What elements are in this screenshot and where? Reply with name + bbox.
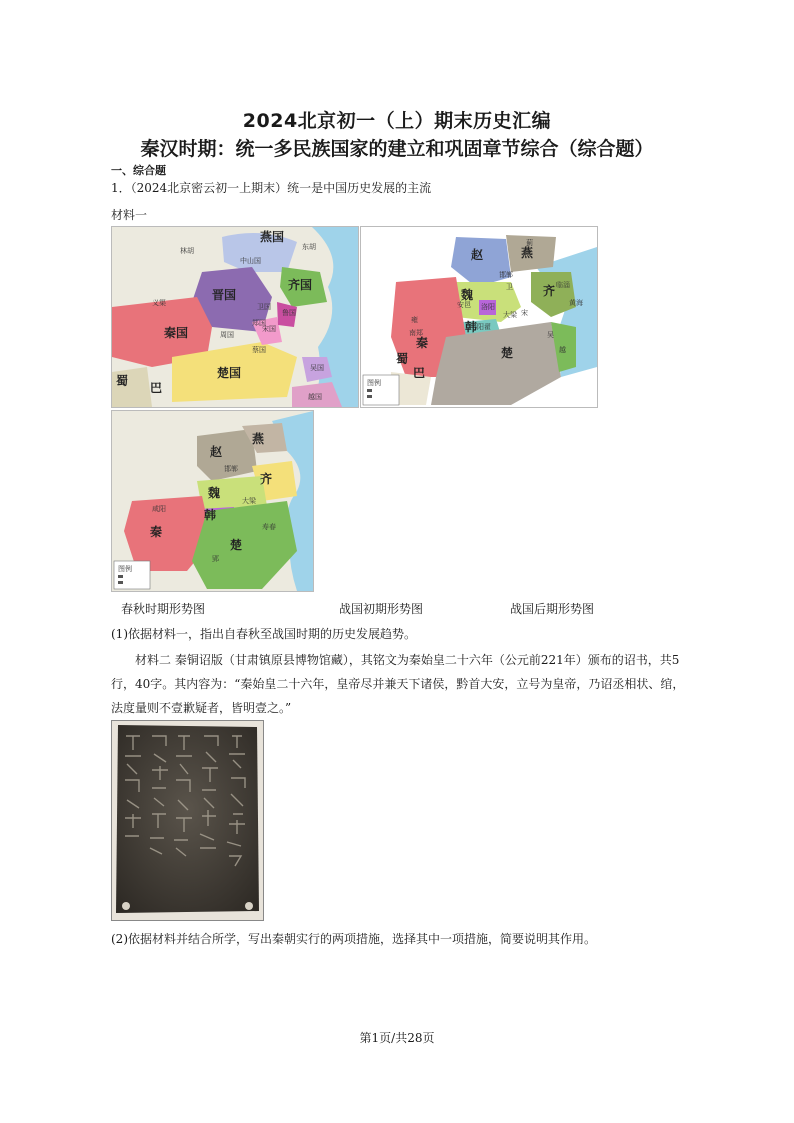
map1-label-zheng: 郑国 bbox=[252, 319, 266, 327]
map-spring-autumn bbox=[111, 226, 359, 408]
map1-label-song: 宋国 bbox=[262, 325, 276, 333]
map2-label-ba: 巴 bbox=[413, 366, 426, 380]
map2-label-qin: 秦 bbox=[416, 336, 429, 350]
section-heading: 一、综合题 bbox=[111, 164, 166, 177]
map2-label-huanghai: 黄海 bbox=[569, 299, 583, 307]
material-label: 材料一 bbox=[111, 208, 148, 222]
question-part-2: (2)依据材料并结合所学，写出秦朝实行的两项措施，选择其中一项措施，简要说明其作用。 bbox=[111, 932, 597, 946]
map1-label-yue: 越国 bbox=[308, 393, 322, 401]
map3-label-shouchun: 寿春 bbox=[262, 523, 276, 531]
map1-label-cai: 蔡国 bbox=[252, 346, 266, 354]
map2-label-han: 韩 bbox=[465, 320, 478, 334]
bronze-edict-tablet-image bbox=[111, 720, 264, 921]
map2-label-wu: 吴 bbox=[547, 331, 554, 339]
question-part-1: (1)依据材料一，指出自春秋至战国时期的历史发展趋势。 bbox=[111, 627, 417, 641]
map1-label-qin: 秦国 bbox=[164, 326, 189, 340]
map3-label-yan: 燕 bbox=[252, 432, 265, 446]
map1-label-lu: 鲁国 bbox=[282, 309, 296, 317]
map2-label-qi: 齐 bbox=[543, 284, 556, 298]
map1-label-zhongshan: 中山国 bbox=[240, 257, 261, 265]
map1-label-yan: 燕国 bbox=[260, 230, 285, 244]
map1-label-zhou: 周国 bbox=[220, 331, 234, 339]
map1-label-wei: 卫国 bbox=[257, 303, 271, 311]
map2-label-daliang: 大梁 bbox=[503, 311, 517, 319]
caption-early-warring-states: 战国初期形势图 bbox=[339, 602, 424, 616]
map3-label-qin: 秦 bbox=[150, 525, 163, 539]
map-early-warring-states bbox=[360, 226, 598, 408]
map3-legend-title: 图例 bbox=[118, 565, 132, 573]
document-title: 2024北京初一（上）期末历史汇编 bbox=[242, 110, 552, 132]
material-2-text: 材料二 秦铜诏版（甘肃镇原县博物馆藏），其铭文为秦始皇二十六年（公元前221年）颁布的诏书，共5行，40字。其内容为：“秦始皇二十六年，皇帝尽并兼天下诸侯，黔首大安，立号为皇帝，乃诏丞相状、绾，法度量则不壹歉疑者，皆明壹之。” bbox=[111, 653, 685, 715]
map2-legend-title: 图例 bbox=[367, 379, 381, 387]
map2-label-yan: 燕 bbox=[521, 246, 534, 260]
map1-label-shu: 蜀 bbox=[116, 374, 129, 388]
map2-label-anyi: 安邑 bbox=[457, 301, 471, 309]
question-stem: 1．（2024北京密云初一上期末）统一是中国历史发展的主流 bbox=[111, 181, 432, 195]
map1-label-jin: 晋国 bbox=[212, 288, 237, 302]
map3-label-ying: 郢 bbox=[212, 555, 219, 563]
map3-label-han: 韩 bbox=[204, 508, 217, 522]
map2-label-nanzheng: 南郑 bbox=[409, 329, 423, 337]
map1-label-qi: 齐国 bbox=[288, 278, 313, 292]
map1-label-chu: 楚国 bbox=[217, 366, 242, 380]
map3-label-handan: 邯郸 bbox=[224, 465, 238, 473]
map1-label-linhu: 林胡 bbox=[180, 247, 194, 255]
map2-label-ji: 蓟 bbox=[526, 239, 533, 247]
map3-label-xianyang: 咸阳 bbox=[152, 505, 166, 513]
map2-label-wei-state: 魏 bbox=[461, 288, 474, 302]
map2-label-luoyang: 洛阳 bbox=[481, 303, 495, 311]
caption-spring-autumn: 春秋时期形势图 bbox=[121, 602, 206, 616]
document-subtitle: 秦汉时期：统一多民族国家的建立和巩固章节综合（综合题） bbox=[140, 138, 654, 160]
map3-label-zhao: 赵 bbox=[210, 445, 223, 459]
map1-label-yiqu: 义渠 bbox=[152, 299, 166, 307]
map3-label-qi: 齐 bbox=[260, 472, 273, 486]
caption-late-warring-states: 战国后期形势图 bbox=[510, 602, 595, 616]
map2-label-shu: 蜀 bbox=[396, 352, 409, 366]
map2-label-wei-small: 卫 bbox=[506, 283, 513, 291]
map2-label-linzi: 临淄 bbox=[556, 281, 570, 289]
map2-label-chu: 楚 bbox=[501, 346, 514, 360]
map2-label-yue: 越 bbox=[559, 346, 566, 354]
map1-label-ba: 巴 bbox=[150, 381, 163, 395]
map3-label-daliang: 大梁 bbox=[242, 497, 256, 505]
map1-label-wu: 吴国 bbox=[310, 364, 324, 372]
map2-label-song: 宋 bbox=[521, 309, 528, 317]
map3-label-wei: 魏 bbox=[208, 486, 221, 500]
map-late-warring-states bbox=[111, 410, 314, 592]
map2-label-zhao: 赵 bbox=[471, 248, 484, 262]
map2-label-handan: 邯郸 bbox=[499, 271, 513, 279]
map2-label-yong: 雍 bbox=[411, 316, 418, 324]
map2-label-yangzhai: 阳翟 bbox=[477, 323, 491, 331]
page-footer: 第1页/共28页 bbox=[359, 1031, 435, 1045]
map3-label-chu: 楚 bbox=[230, 538, 243, 552]
map1-label-donghu: 东胡 bbox=[302, 243, 316, 251]
